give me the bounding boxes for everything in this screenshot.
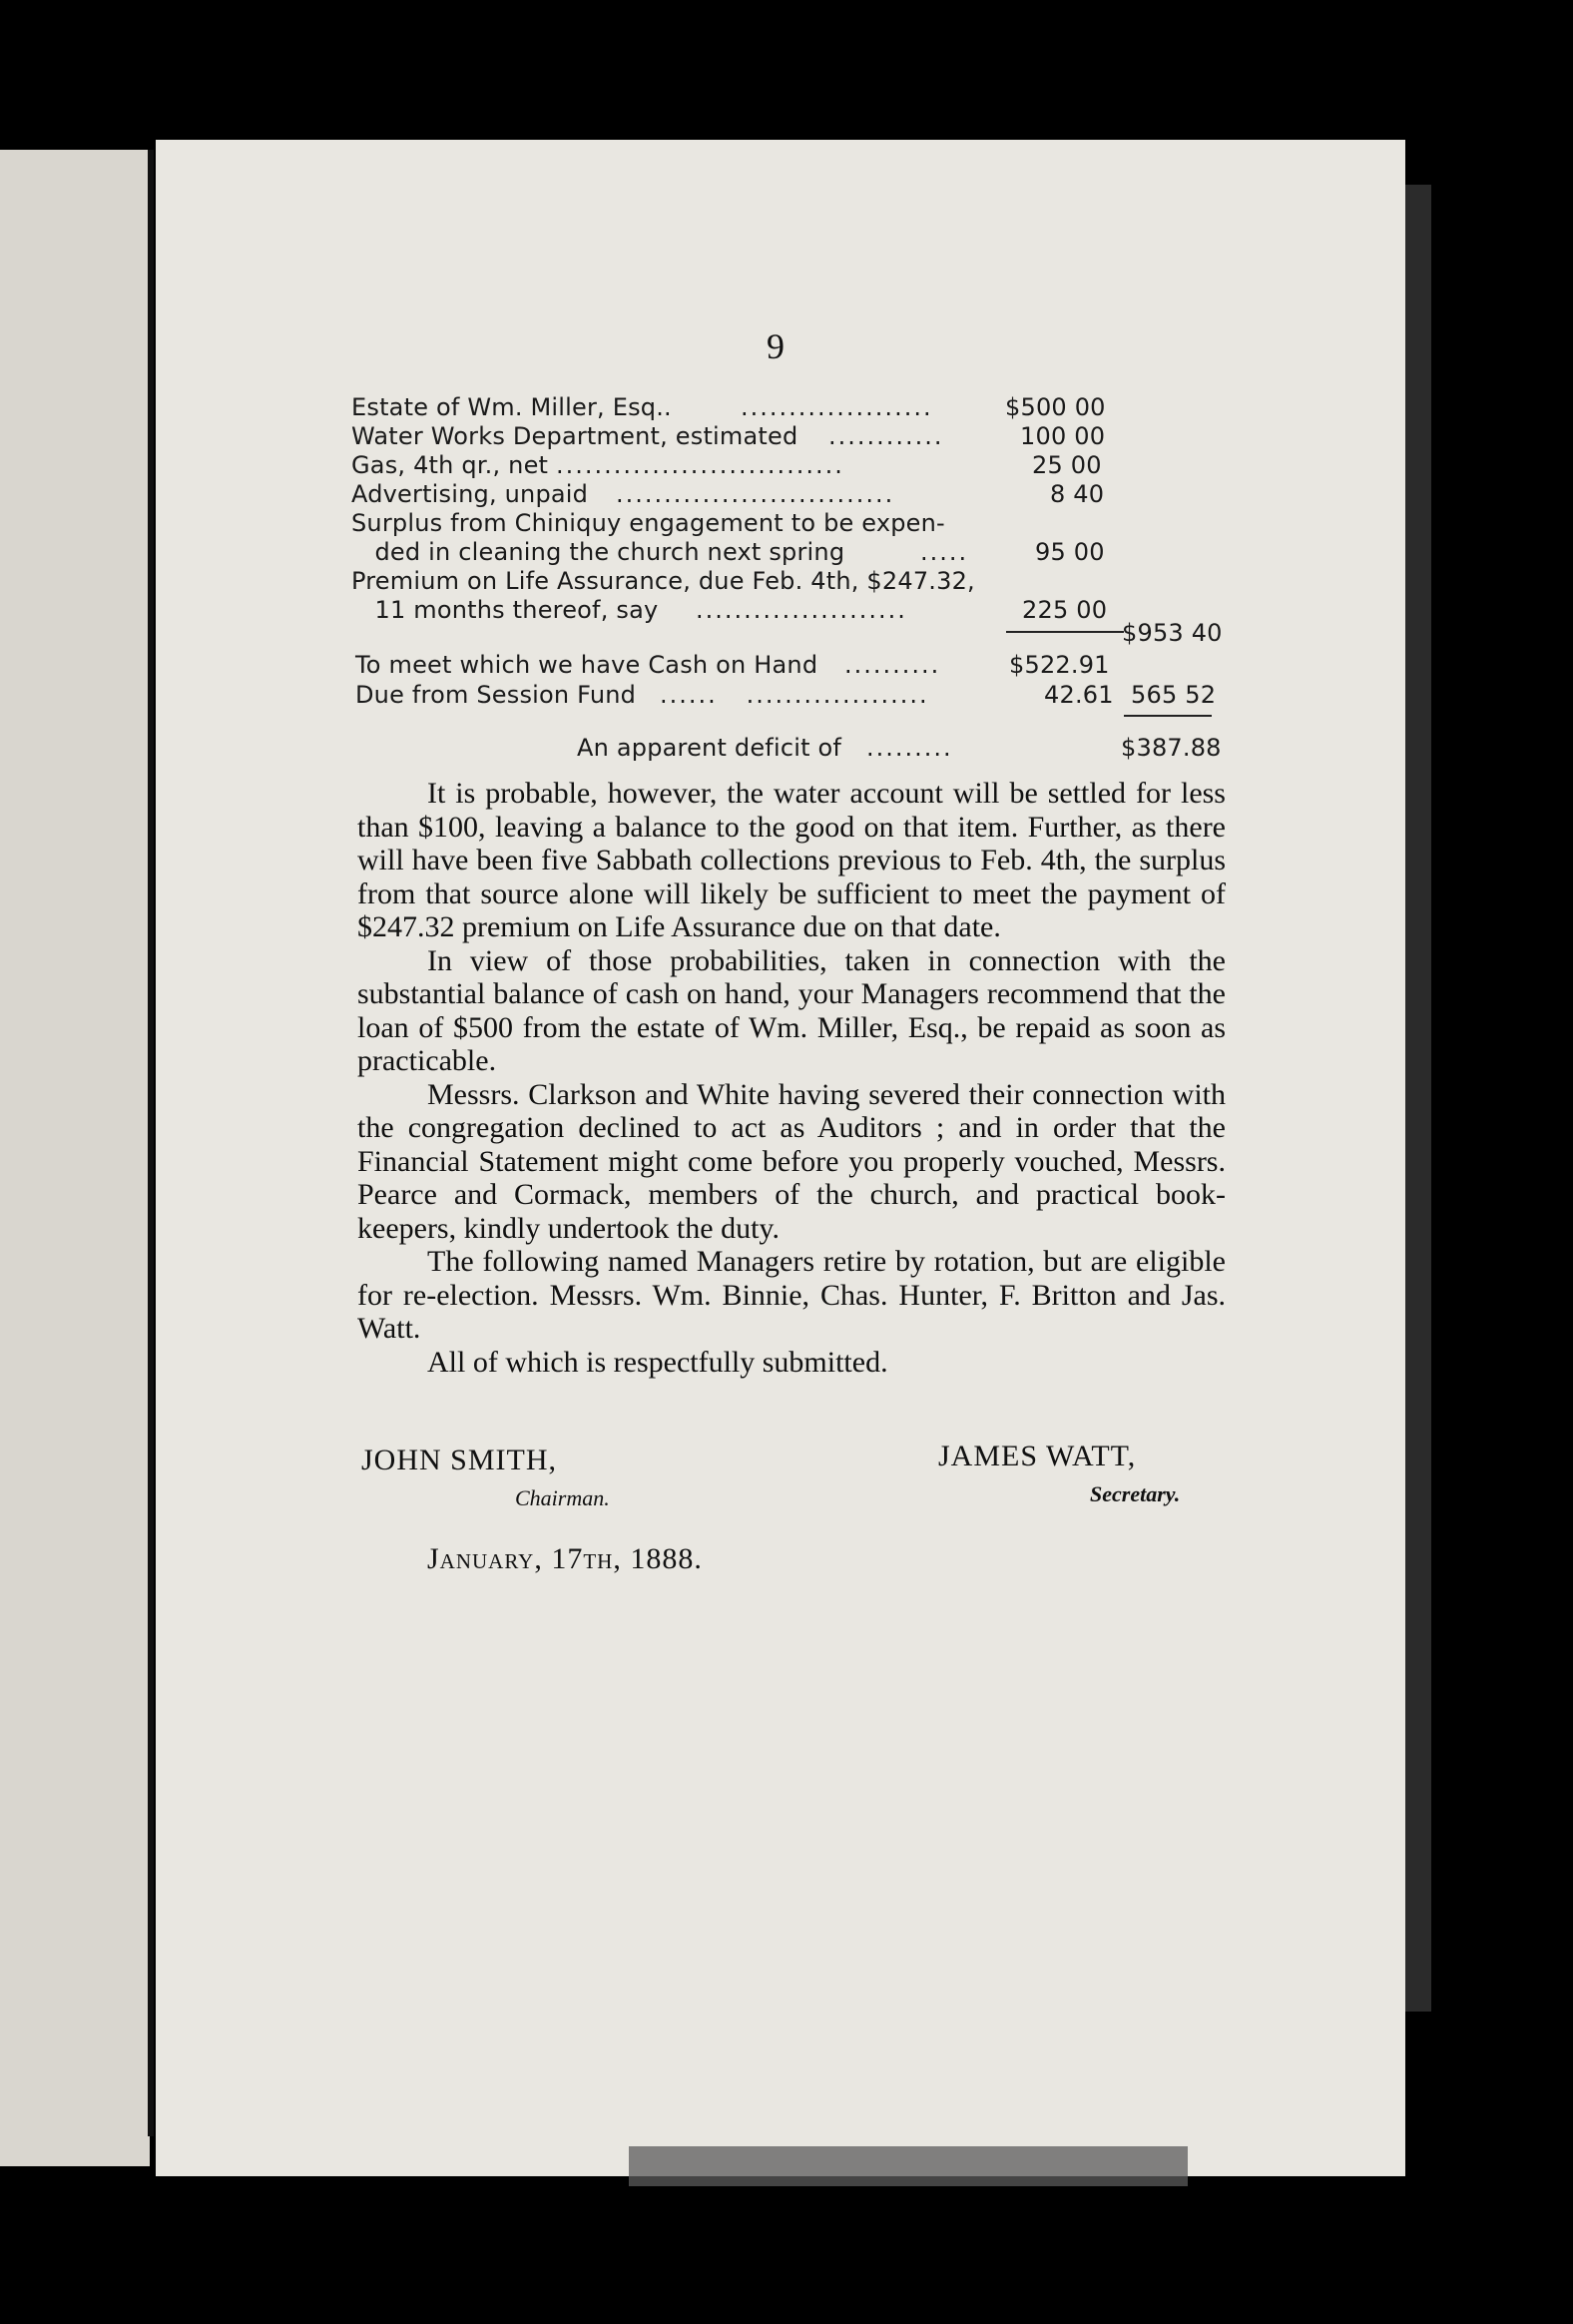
deficit-label: An apparent deficit of [577,734,842,762]
paragraph: The following named Managers retire by rotation, but are eligible for re-election. Messrs. Wm. Binnie, Chas. Hunter, F. Britton and Jas. Watt. [357,1245,1226,1345]
leader-dots: ...... ................... [660,681,929,709]
account-amount: 225 00 [1022,596,1108,624]
paragraph: It is probable, however, the water account will be settled for less than $100, leaving a balance to the good on that item. Further, as there will have been five Sabbath collections previous to Feb. 4th, the surplus from that source alone will likely be sufficient to meet the payment of $247.32 premium on Life Assurance due on that date. [357,777,1226,943]
account-amount: 95 00 [1035,538,1105,566]
leader-dots: .......... [844,651,941,679]
subtotal-amount: $953 40 [1122,619,1223,647]
page-number: 9 [767,326,785,366]
page-edge-shadow [1405,185,1431,2012]
chairman-title: Chairman. [515,1485,610,1510]
account-amount: $500 00 [1005,393,1106,421]
secretary-title: Secretary. [1090,1481,1181,1506]
resource-label: Due from Session Fund [355,681,637,709]
bottom-scan-shadow [629,2146,1188,2186]
leader-dots: ..... [920,538,969,566]
account-amount: 100 00 [1020,422,1106,450]
secretary-name: JAMES WATT, [938,1440,1137,1472]
leader-dots: ............ [828,422,944,450]
leader-dots: ...................... [696,596,907,624]
account-label: ded in cleaning the church next spring [351,538,845,566]
account-label: Surplus from Chiniquy engagement to be expen- [351,509,945,537]
facing-page-margin [0,150,150,2166]
account-label: Advertising, unpaid [351,480,589,508]
report-date: January, 17th, 1888. [427,1542,703,1575]
leader-dots: ............................. [616,480,895,508]
leader-dots: ......... [866,734,953,762]
account-amount: 8 40 [1050,480,1105,508]
binding-rule [148,150,154,2136]
account-row [351,393,1106,421]
report-body [357,777,1226,1379]
account-label: Estate of Wm. Miller, Esq.. [351,393,672,421]
resource-amount: $522.91 [1009,651,1110,679]
resource-amount: 42.61 [1044,681,1114,709]
deficit-amount: $387.88 [1121,734,1222,762]
account-label: Water Works Department, estimated [351,422,798,450]
chairman-name: JOHN SMITH, [361,1444,558,1476]
resources-total: 565 52 [1131,681,1217,709]
paragraph: Messrs. Clarkson and White having severed their connection with the congregation declined to act as Auditors ; and in order that the Financial Statement might come before you properly vouched, Messrs. Pearce and Cormack, members of the church, and practical book-keepers, kindly undertook the duty. [357,1077,1226,1245]
paragraph: In view of those probabilities, taken in connection with the substantial balance of cash on hand, your Managers recommend that the loan of $500 from the estate of Wm. Miller, Esq., be repaid as soon as practicable. [357,943,1226,1077]
account-label: 11 months thereof, say [351,596,659,624]
total-rule [1124,715,1212,717]
leader-dots: .................... [741,393,933,421]
leader-dots: .............................. [556,451,844,479]
paragraph: All of which is respectfully submitted. [427,1345,888,1379]
account-label: Gas, 4th qr., net [351,451,549,479]
subtotal-rule [1006,631,1124,633]
resource-label: To meet which we have Cash on Hand [355,651,818,679]
account-amount: 25 00 [1032,451,1102,479]
account-label: Premium on Life Assurance, due Feb. 4th, $247.32, [351,567,975,595]
